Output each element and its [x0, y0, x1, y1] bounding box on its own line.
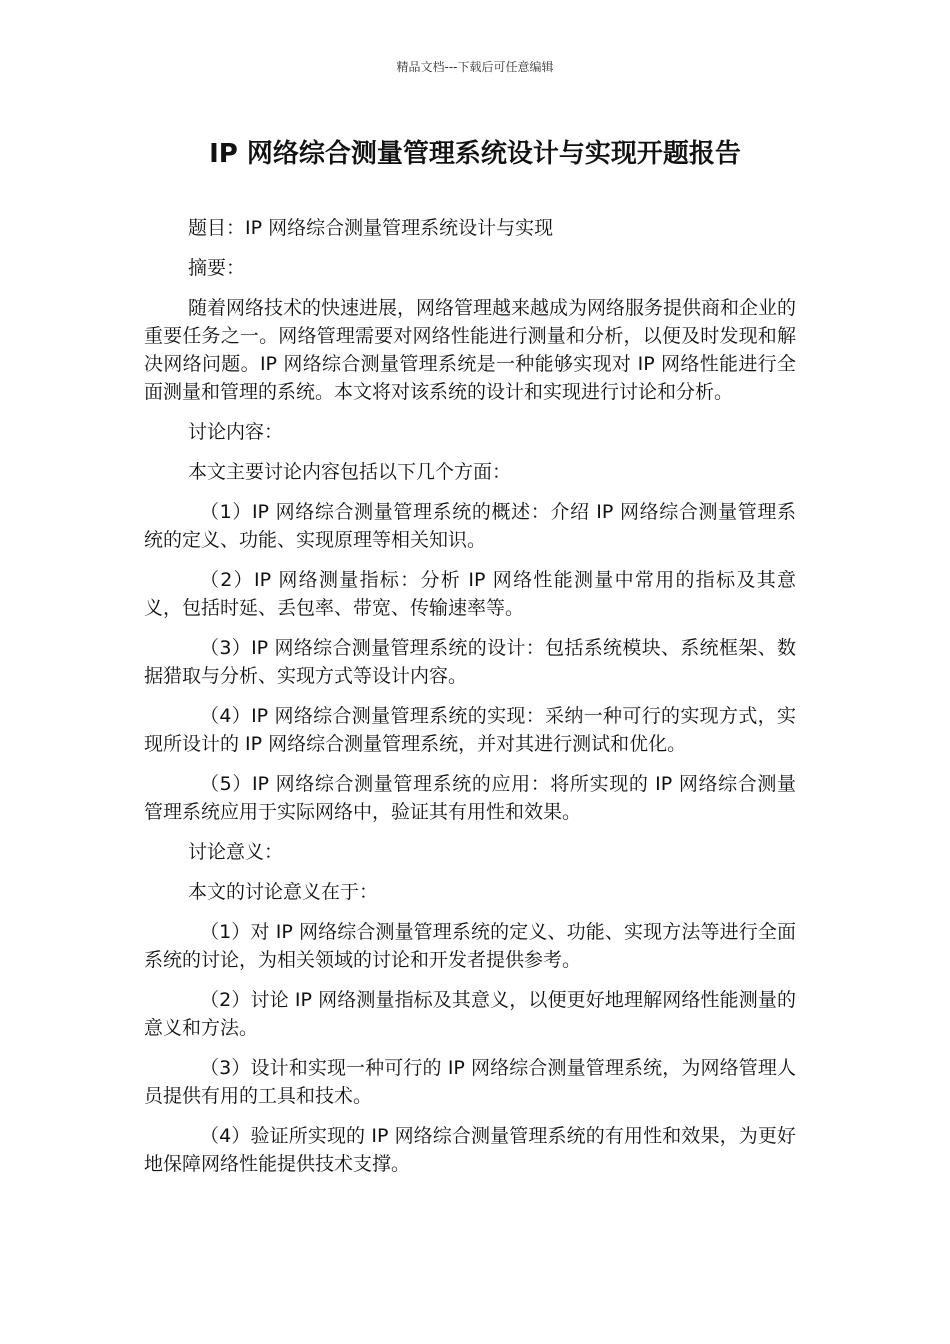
list-item-content-5: （5）IP 网络综合测量管理系统的应用：将所实现的 IP 网络综合测量管理系统应用于实际网络中，验证其有用性和效果。 — [144, 773, 796, 823]
list-item-significance-4: （4）验证所实现的 IP 网络综合测量管理系统的有用性和效果，为更好地保障网络性能提供技术支撑。 — [144, 1125, 796, 1175]
list-item-significance-1: （1）对 IP 网络综合测量管理系统的定义、功能、实现方法等进行全面系统的讨论，为相关领域的讨论和开发者提供参考。 — [144, 921, 796, 971]
paragraph-abstract-body: 随着网络技术的快速进展，网络管理越来越成为网络服务提供商和企业的重要任务之一。网络管理需要对网络性能进行测量和分析，以便及时发现和解决网络问题。IP 网络综合测量管理系统是一种能够实现对 IP 网络性能进行全面测量和管理的系统。本文将对该系统的设计和实现进行讨论和分析。 — [144, 297, 797, 403]
paragraph-significance-heading: 讨论意义： — [188, 841, 284, 863]
document-body — [144, 214, 796, 1190]
paragraph-research-content-intro: 本文主要讨论内容包括以下几个方面： — [188, 461, 512, 483]
list-item-significance-3: （3）设计和实现一种可行的 IP 网络综合测量管理系统，为网络管理人员提供有用的工具和技术。 — [144, 1057, 796, 1107]
paragraph-topic: 题目：IP 网络综合测量管理系统设计与实现 — [188, 217, 554, 239]
header-note: 精品文档---下载后可任意编辑 — [396, 60, 554, 74]
list-item-content-2: （2）IP 网络测量指标：分析 IP 网络性能测量中常用的指标及其意义，包括时延、丢包率、带宽、传输速率等。 — [144, 569, 796, 619]
list-item-significance-2: （2）讨论 IP 网络测量指标及其意义，以便更好地理解网络性能测量的意义和方法。 — [144, 989, 796, 1039]
paragraph-research-content-heading: 讨论内容： — [188, 421, 284, 443]
list-item-content-1: （1）IP 网络综合测量管理系统的概述：介绍 IP 网络综合测量管理系统的定义、功能、实现原理等相关知识。 — [144, 501, 796, 551]
document-title: IP 网络综合测量管理系统设计与实现开题报告 — [209, 139, 741, 169]
list-item-content-3: （3）IP 网络综合测量管理系统的设计：包括系统模块、系统框架、数据猎取与分析、实现方式等设计内容。 — [144, 637, 796, 687]
paragraph-abstract-heading: 摘要： — [188, 257, 246, 279]
list-item-content-4: （4）IP 网络综合测量管理系统的实现：采纳一种可行的实现方式，实现所设计的 IP 网络综合测量管理系统，并对其进行测试和优化。 — [144, 705, 796, 755]
paragraph-significance-intro: 本文的讨论意义在于： — [188, 881, 379, 903]
